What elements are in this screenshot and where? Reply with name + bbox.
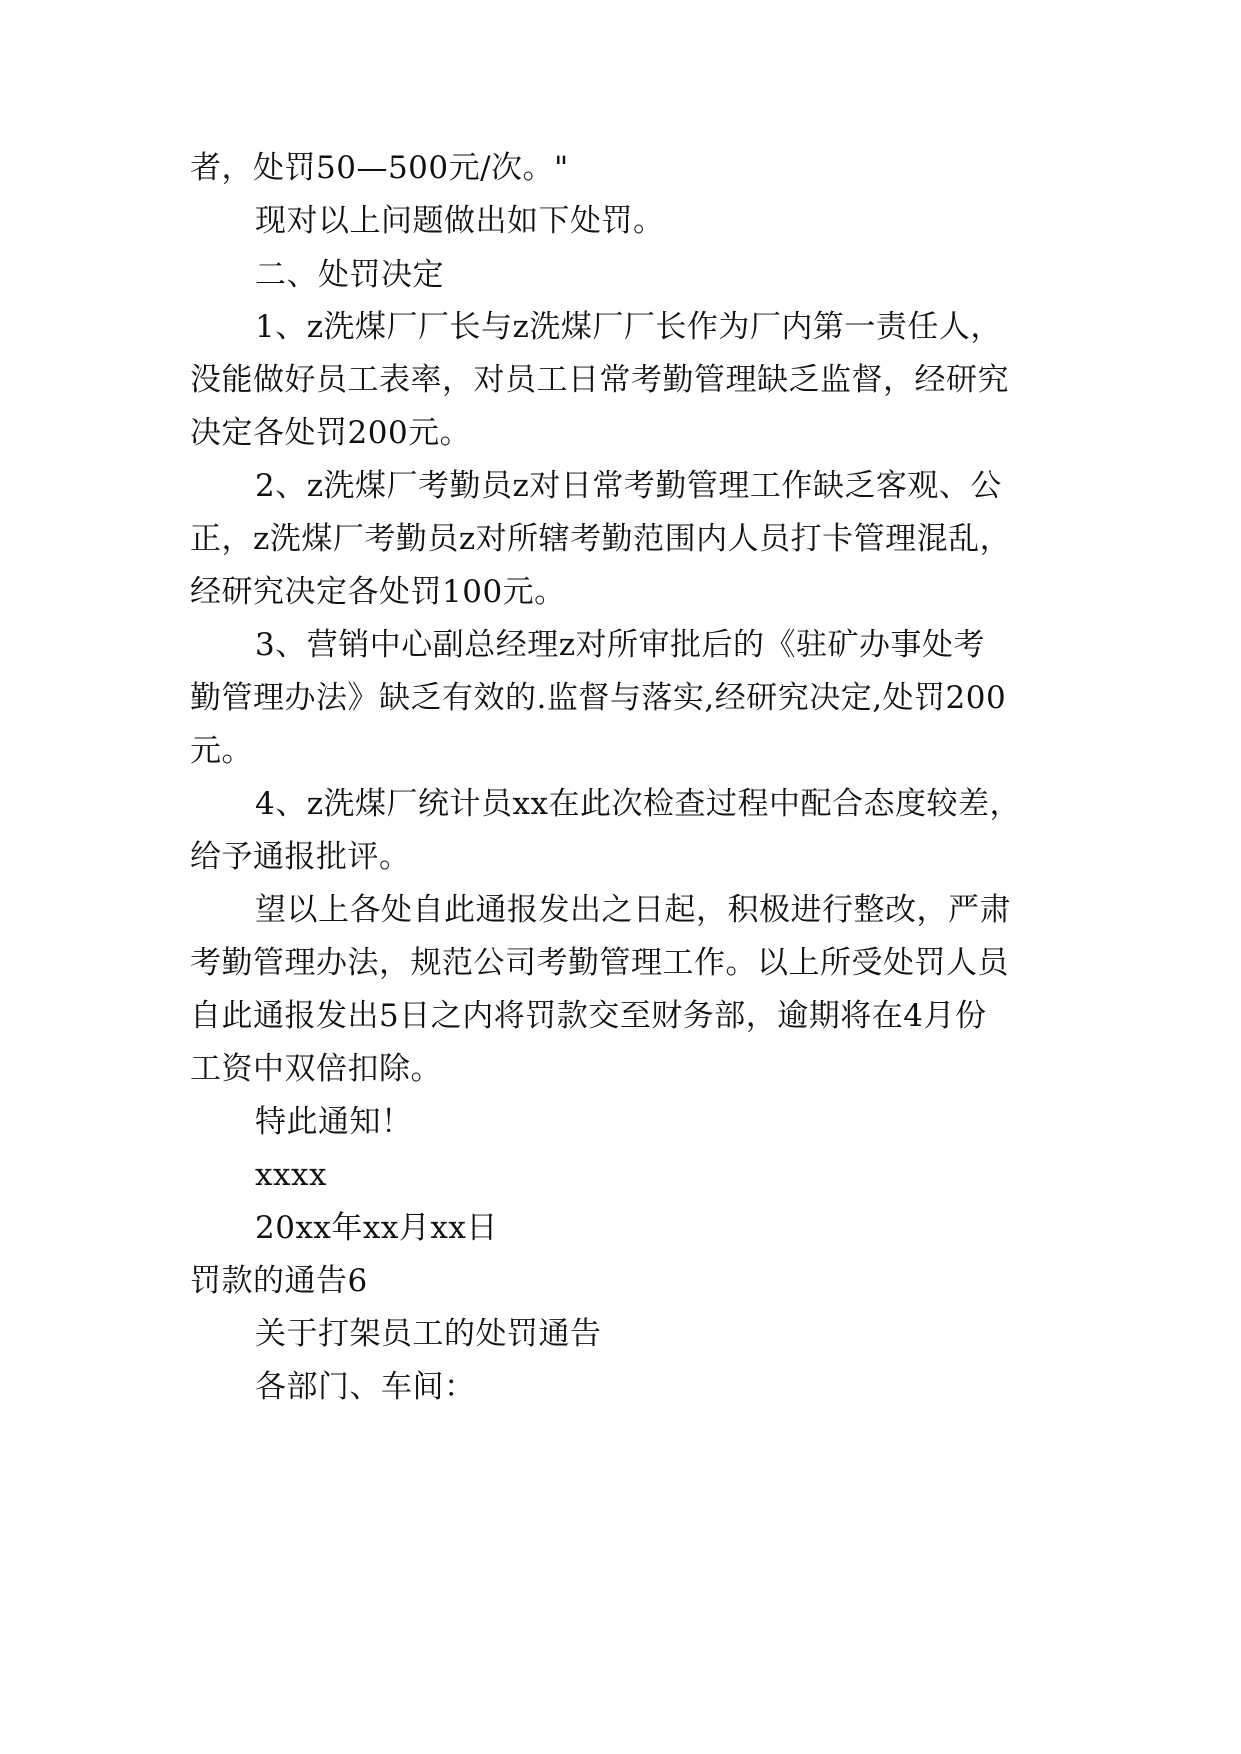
signature-date: 20xx年xx月xx日	[255, 1210, 498, 1246]
paragraph-line: 给予通报批评。	[190, 839, 411, 875]
paragraph-line: 元。	[190, 733, 253, 769]
paragraph-line: 1、z洗煤厂厂长与z洗煤厂厂长作为厂内第一责任人，	[255, 309, 1002, 345]
section-heading: 二、处罚决定	[255, 257, 444, 293]
paragraph-line: 经研究决定各处罚100元。	[190, 574, 566, 610]
paragraph-line: 勤管理办法》缺乏有效的.监督与落实,经研究决定,处罚200	[190, 680, 1007, 716]
paragraph-line: 4、z洗煤厂统计员xx在此次检查过程中配合态度较差，	[255, 786, 1022, 822]
paragraph-line: 3、营销中心副总经理z对所审批后的《驻矿办事处考	[255, 627, 986, 663]
paragraph-line: 正，z洗煤厂考勤员z对所辖考勤范围内人员打卡管理混乱，	[190, 521, 1012, 557]
paragraph-line: 者，处罚50—500元/次。"	[190, 150, 569, 186]
paragraph-line: 考勤管理办法，规范公司考勤管理工作。以上所受处罚人员	[190, 945, 1009, 981]
paragraph-line: 决定各处罚200元。	[190, 415, 472, 451]
paragraph-line: 现对以上问题做出如下处罚。	[255, 203, 665, 239]
notice-title: 关于打架员工的处罚通告	[255, 1316, 602, 1352]
paragraph-line: 2、z洗煤厂考勤员z对日常考勤管理工作缺乏客观、公	[255, 468, 1002, 504]
salutation: 各部门、车间：	[255, 1369, 476, 1405]
paragraph-line: 没能做好员工表率，对员工日常考勤管理缺乏监督，经研究	[190, 362, 1009, 398]
paragraph-line: 工资中双倍扣除。	[190, 1051, 442, 1087]
signature-name: xxxx	[255, 1157, 327, 1193]
paragraph-line: 望以上各处自此通报发出之日起，积极进行整改，严肃	[255, 892, 1011, 928]
closing-line: 特此通知！	[255, 1104, 413, 1140]
paragraph-line: 自此通报发出5日之内将罚款交至财务部，逾期将在4月份	[190, 998, 987, 1034]
section-title: 罚款的通告6	[190, 1263, 368, 1299]
